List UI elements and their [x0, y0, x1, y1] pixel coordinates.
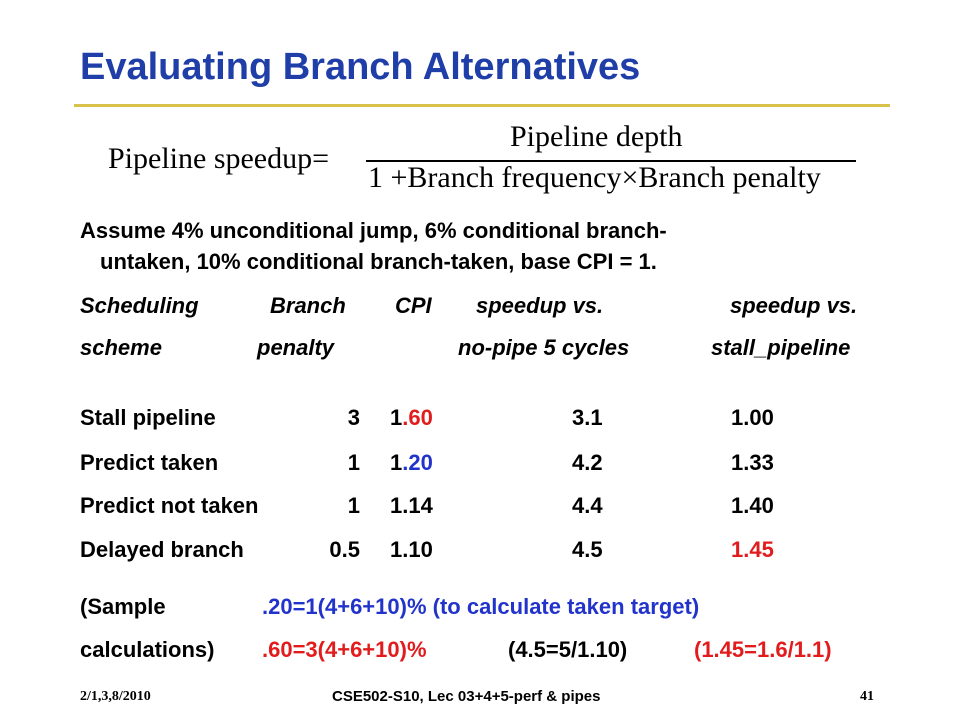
formula-numerator: Pipeline depth	[510, 120, 683, 153]
sample-label-2: calculations)	[80, 637, 215, 662]
row-1-scheme: Stall pipeline	[80, 405, 216, 430]
row-1-cpi-int: 1	[390, 405, 403, 430]
denominator-part-b: Branch penalty	[638, 161, 821, 194]
row-2-cpi-frac: .20	[402, 450, 433, 475]
row-3-cpi: 1.14	[390, 493, 433, 518]
header-branch: Branch	[270, 293, 346, 318]
row-4-nopipe: 4.5	[572, 537, 603, 562]
row-1-cpi	[390, 405, 433, 431]
row-1-nopipe: 3.1	[572, 405, 603, 430]
header-penalty: penalty	[257, 335, 335, 360]
row-1-stall: 1.00	[731, 405, 774, 430]
header-cpi: CPI	[395, 293, 432, 318]
footer-page-number: 41	[860, 689, 874, 704]
row-2-penalty: 1	[347, 450, 360, 475]
assume-line-2: untaken, 10% conditional branch-taken, base CPI = 1.	[100, 249, 657, 274]
row-4-stall: 1.45	[731, 537, 774, 562]
header-stall-pipeline: stall_pipeline	[711, 335, 851, 360]
header-nopipe: no-pipe 5 cycles	[458, 335, 630, 360]
denominator-part-a: 1 +Branch frequency	[368, 161, 622, 194]
header-speedup-stall: speedup vs.	[730, 293, 858, 318]
row-3-scheme: Predict not taken	[80, 493, 259, 518]
footer-course: CSE502-S10, Lec 03+4+5-perf & pipes	[332, 688, 601, 705]
sample-label-1: (Sample	[80, 594, 166, 619]
row-2-scheme: Predict taken	[80, 450, 219, 475]
row-3-nopipe: 4.4	[572, 493, 603, 518]
header-scheduling: Scheduling	[80, 293, 199, 318]
header-speedup-nopipe: speedup vs.	[476, 293, 604, 318]
row-3-penalty: 1	[347, 493, 360, 518]
footer-date: 2/1,3,8/2010	[80, 689, 151, 704]
row-1-cpi-frac: .60	[402, 405, 433, 430]
row-2-nopipe: 4.2	[572, 450, 603, 475]
row-2-stall: 1.33	[731, 450, 774, 475]
sample-calc-nopipe: (4.5=5/1.10)	[508, 637, 628, 662]
sample-calc-stall: .60=3(4+6+10)%	[262, 637, 427, 662]
row-3-stall: 1.40	[731, 493, 774, 518]
sample-calc-delayed: (1.45=1.6/1.1)	[694, 637, 832, 662]
assume-line-1: Assume 4% unconditional jump, 6% conditional branch-	[80, 218, 667, 243]
sample-calc-taken: .20=1(4+6+10)% (to calculate taken target)	[262, 594, 700, 619]
row-2-cpi	[390, 450, 433, 476]
slide-title: Evaluating Branch Alternatives	[80, 46, 641, 88]
row-2-cpi-int: 1	[390, 450, 403, 475]
title-underline	[74, 104, 890, 107]
times-symbol: ×	[621, 161, 639, 194]
header-scheme: scheme	[80, 335, 162, 360]
row-4-scheme: Delayed branch	[80, 537, 244, 562]
row-1-penalty: 3	[347, 405, 360, 430]
formula-lhs: Pipeline speedup=	[108, 142, 330, 175]
formula-denominator	[368, 161, 821, 195]
row-4-penalty: 0.5	[329, 537, 360, 562]
row-4-cpi: 1.10	[390, 537, 433, 562]
